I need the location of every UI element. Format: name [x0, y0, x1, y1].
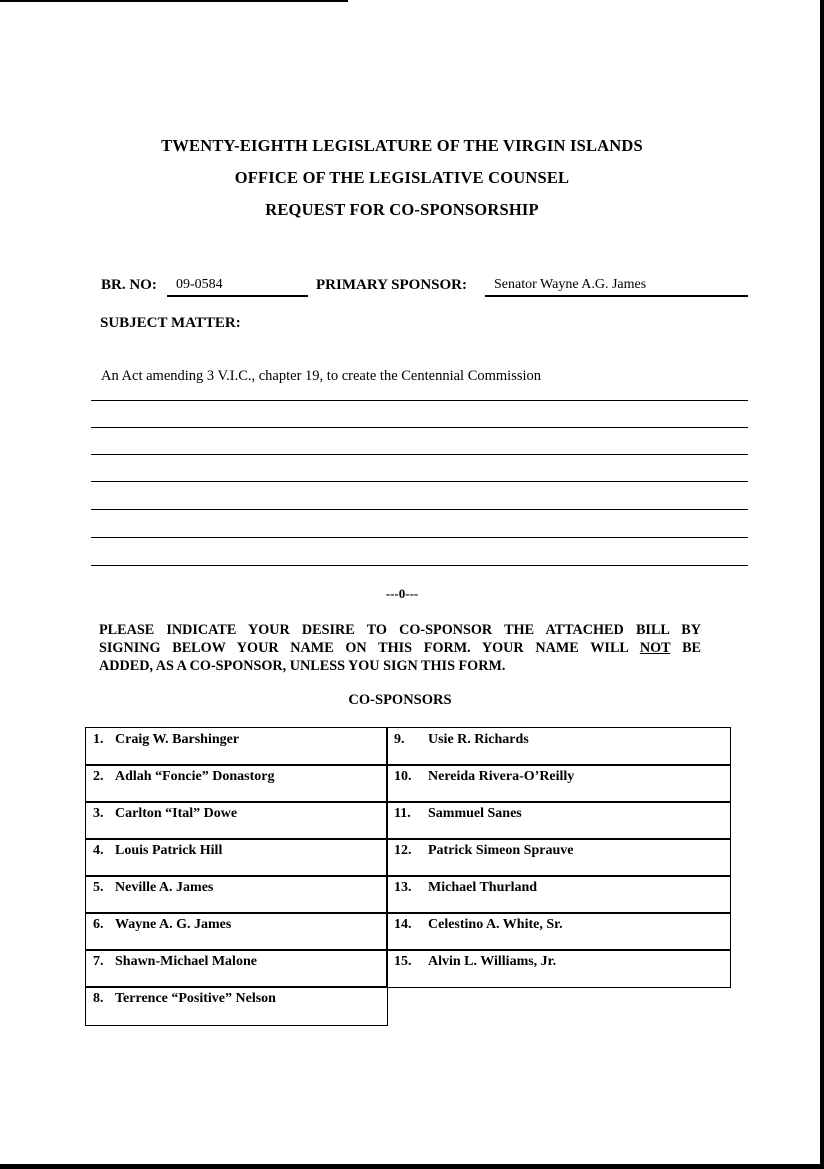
cosponsor-name: Craig W. Barshinger	[115, 732, 240, 747]
office-title: OFFICE OF THE LEGISLATIVE COUNSEL	[234, 168, 570, 187]
cosponsor-name: Patrick Simeon Sprauve	[428, 843, 574, 858]
cosponsor-cell[interactable]: 11. Sammuel Sanes	[386, 801, 731, 840]
subject-line	[91, 427, 748, 428]
primary-sponsor-value: Senator Wayne A.G. James	[494, 277, 647, 292]
primary-sponsor-label: PRIMARY SPONSOR:	[316, 277, 467, 293]
legislature-title: TWENTY-EIGHTH LEGISLATURE OF THE VIRGIN ISLANDS	[161, 136, 643, 155]
cosponsor-cell[interactable]: 10. Nereida Rivera-O’Reilly	[386, 764, 731, 803]
primary-sponsor-field	[485, 277, 748, 297]
cosponsor-cell[interactable]: 5. Neville A. James	[85, 875, 388, 914]
cosponsor-cell[interactable]: 4. Louis Patrick Hill	[85, 838, 388, 877]
subject-matter-text: An Act amending 3 V.I.C., chapter 19, to create the Centennial Commission	[101, 368, 542, 384]
cosponsor-name: Carlton “Ital” Dowe	[115, 806, 238, 821]
subject-line	[91, 454, 748, 455]
cosponsor-name: Adlah “Foncie” Donastorg	[115, 769, 275, 784]
cosponsor-cell[interactable]: 9. Usie R. Richards	[386, 727, 731, 766]
cosponsor-cell[interactable]: 15. Alvin L. Williams, Jr.	[386, 949, 731, 988]
subject-line	[91, 565, 748, 566]
section-divider: ---0---	[385, 586, 419, 601]
cosponsor-cell[interactable]: 14. Celestino A. White, Sr.	[386, 912, 731, 951]
cosponsor-name: Nereida Rivera-O’Reilly	[428, 769, 575, 784]
cosponsor-cell[interactable]: 12. Patrick Simeon Sprauve	[386, 838, 731, 877]
notice-line: SIGNING BELOW YOUR NAME ON THIS FORM. YOUR NAME WILL NOT BE	[99, 640, 701, 656]
notice-line: PLEASE INDICATE YOUR DESIRE TO CO-SPONSOR THE ATTACHED BILL BY	[99, 622, 701, 638]
notice-line: ADDED, AS A CO-SPONSOR, UNLESS YOU SIGN THIS FORM.	[99, 658, 506, 674]
not-emphasis: NOT	[639, 640, 671, 656]
cosponsor-cell[interactable]: 3. Carlton “Ital” Dowe	[85, 801, 388, 840]
cosponsor-cell[interactable]: 7. Shawn-Michael Malone	[85, 949, 388, 988]
br-no-label: BR. NO:	[101, 277, 157, 293]
subject-line	[91, 481, 748, 482]
cosponsor-cell[interactable]: 6. Wayne A. G. James	[85, 912, 388, 951]
scan-edge-top	[0, 0, 348, 2]
cosponsor-name: Celestino A. White, Sr.	[428, 917, 563, 932]
scan-edge-right	[820, 0, 824, 1169]
cosponsor-name: Sammuel Sanes	[428, 806, 522, 821]
scan-edge-bottom	[0, 1164, 824, 1169]
br-no-field	[167, 277, 308, 297]
cosponsor-cell[interactable]: 13. Michael Thurland	[386, 875, 731, 914]
cosponsor-name: Shawn-Michael Malone	[115, 954, 257, 969]
cosponsor-name: Michael Thurland	[428, 880, 538, 895]
subject-line	[91, 400, 748, 401]
cosponsor-name: Neville A. James	[115, 880, 214, 895]
form-title: REQUEST FOR CO-SPONSORSHIP	[265, 200, 539, 219]
cosponsor-name: Wayne A. G. James	[115, 917, 232, 932]
br-no-value: 09-0584	[176, 277, 223, 292]
cosponsor-name: Usie R. Richards	[428, 732, 529, 747]
cosponsor-name: Louis Patrick Hill	[115, 843, 223, 858]
cosponsor-cell[interactable]: 8. Terrence “Positive” Nelson	[85, 986, 388, 1026]
subject-line	[91, 509, 748, 510]
cosponsor-notice	[99, 621, 701, 675]
subject-matter-label: SUBJECT MATTER:	[100, 315, 241, 331]
cosponsor-name: Alvin L. Williams, Jr.	[428, 954, 557, 969]
cosponsor-name: Terrence “Positive” Nelson	[115, 991, 276, 1006]
cosponsor-cell[interactable]: 2. Adlah “Foncie” Donastorg	[85, 764, 388, 803]
cosponsors-title: CO-SPONSORS	[348, 692, 452, 708]
cosponsor-cell[interactable]: 1. Craig W. Barshinger	[85, 727, 388, 766]
subject-line	[91, 537, 748, 538]
